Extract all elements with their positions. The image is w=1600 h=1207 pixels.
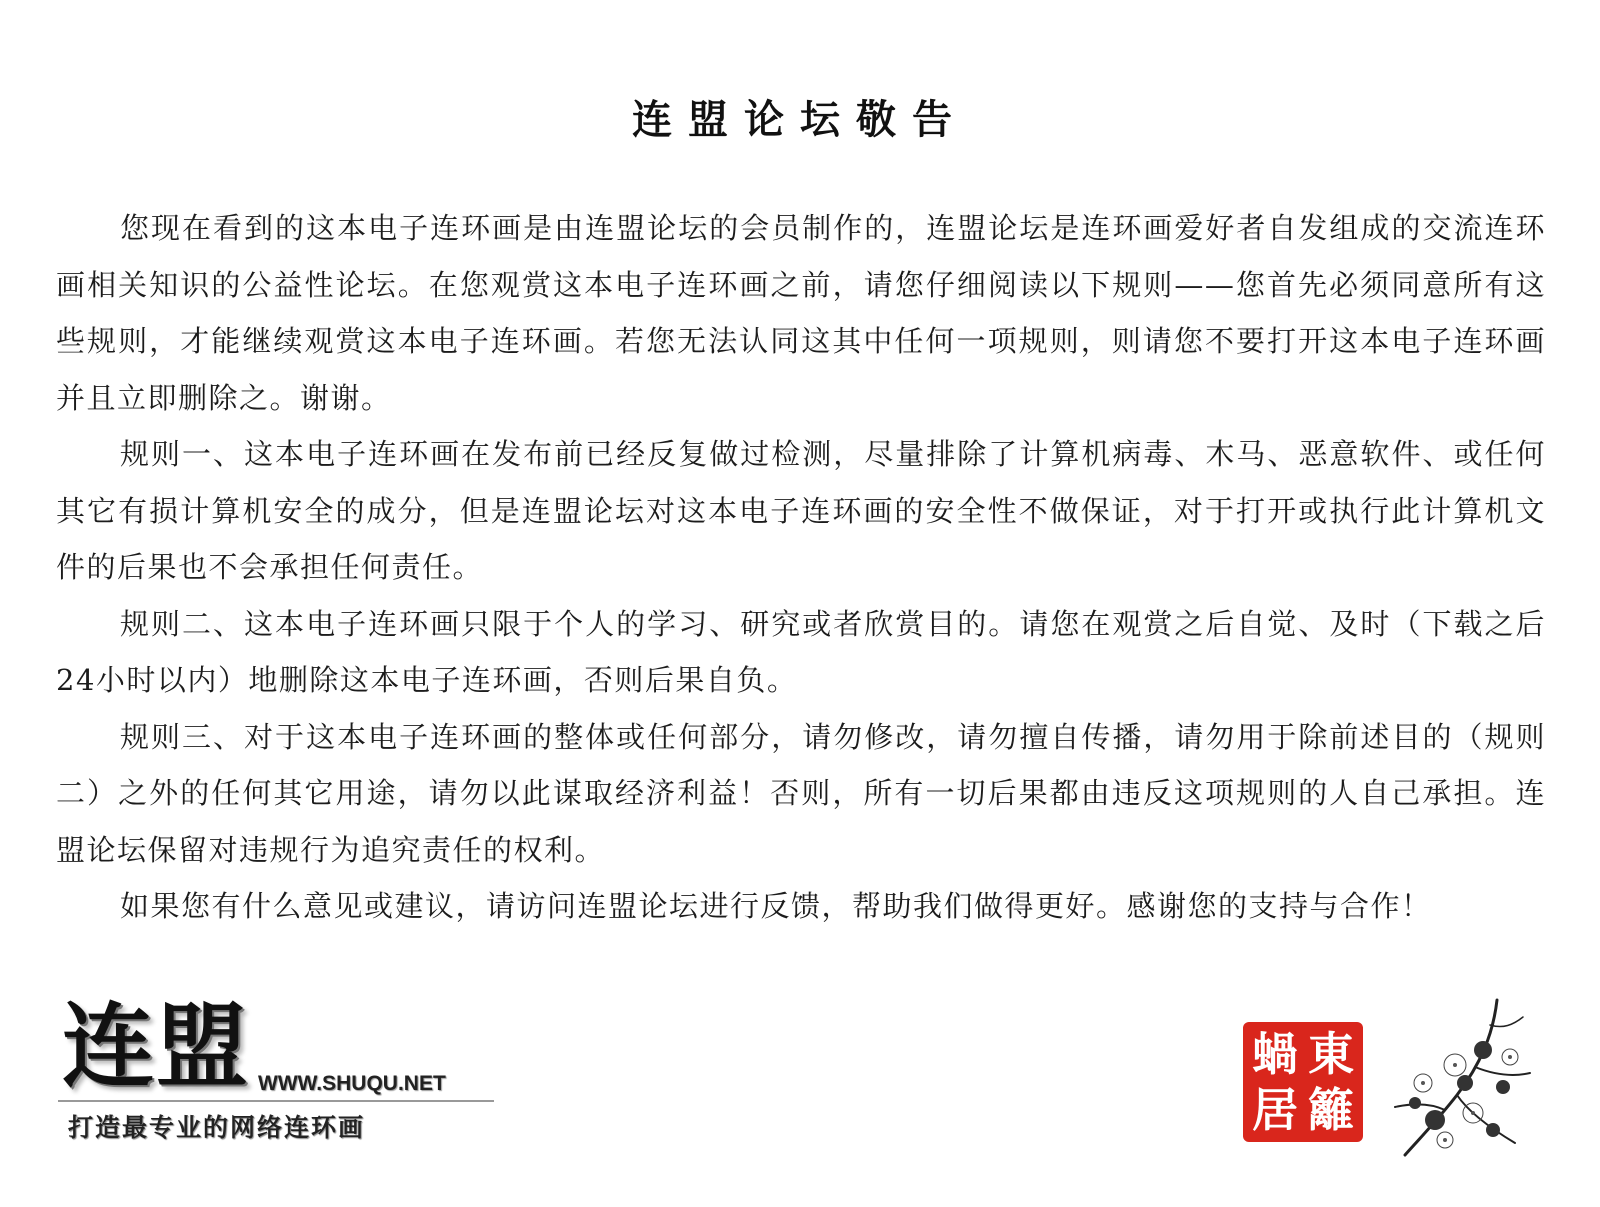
forum-logo (58, 992, 498, 1150)
notice-body (56, 200, 1546, 935)
notice-intro-paragraph: 您现在看到的这本电子连环画是由连盟论坛的会员制作的，连盟论坛是连环画爱好者自发组成的交流连环画相关知识的公益性论坛。在您观赏这本电子连环画之前，请您仔细阅读以下规则——您首先必须同意所有这些规则，才能继续观赏这本电子连环画。若您无法认同这其中任何一项规则，则请您不要打开这本电子连环画并且立即删除之。谢谢。 (56, 211, 1546, 415)
seal-char: 籬 (1308, 1083, 1354, 1137)
logo-divider (58, 1100, 494, 1102)
seal-char: 蝸 (1252, 1027, 1298, 1081)
forum-logo-url: WWW.SHUQU.NET (258, 1072, 446, 1095)
forum-logo-slogan: 打造最专业的网络连环画 (68, 1113, 366, 1142)
plum-blossom-ink-icon (1385, 995, 1535, 1160)
feedback-paragraph: 如果您有什么意见或建议，请访问连盟论坛进行反馈，帮助我们做得更好。感谢您的支持与合作！ (120, 889, 1432, 923)
rule-one-paragraph: 规则一、这本电子连环画在发布前已经反复做过检测，尽量排除了计算机病毒、木马、恶意软件、或任何其它有损计算机安全的成分，但是连盟论坛对这本电子连环画的安全性不做保证，对于打开或执行此计算机文件的后果也不会承担任何责任。 (56, 437, 1546, 584)
rule-two-paragraph: 规则二、这本电子连环画只限于个人的学习、研究或者欣赏目的。请您在观赏之后自觉、及时（下载之后24小时以内）地删除这本电子连环画，否则后果自负。 (56, 606, 1546, 697)
red-seal-stamp (1243, 1022, 1363, 1142)
forum-logo-name: 连盟 (62, 992, 251, 1100)
page-title: 连盟论坛敬告 (632, 96, 968, 143)
seal-char: 居 (1252, 1083, 1298, 1137)
rule-three-paragraph: 规则三、对于这本电子连环画的整体或任何部分，请勿修改，请勿擅自传播，请勿用于除前述目的（规则二）之外的任何其它用途，请勿以此谋取经济利益！否则，所有一切后果都由违反这项规则的人自己承担。连盟论坛保留对违规行为追究责任的权利。 (56, 719, 1546, 867)
seal-char: 東 (1308, 1027, 1354, 1081)
